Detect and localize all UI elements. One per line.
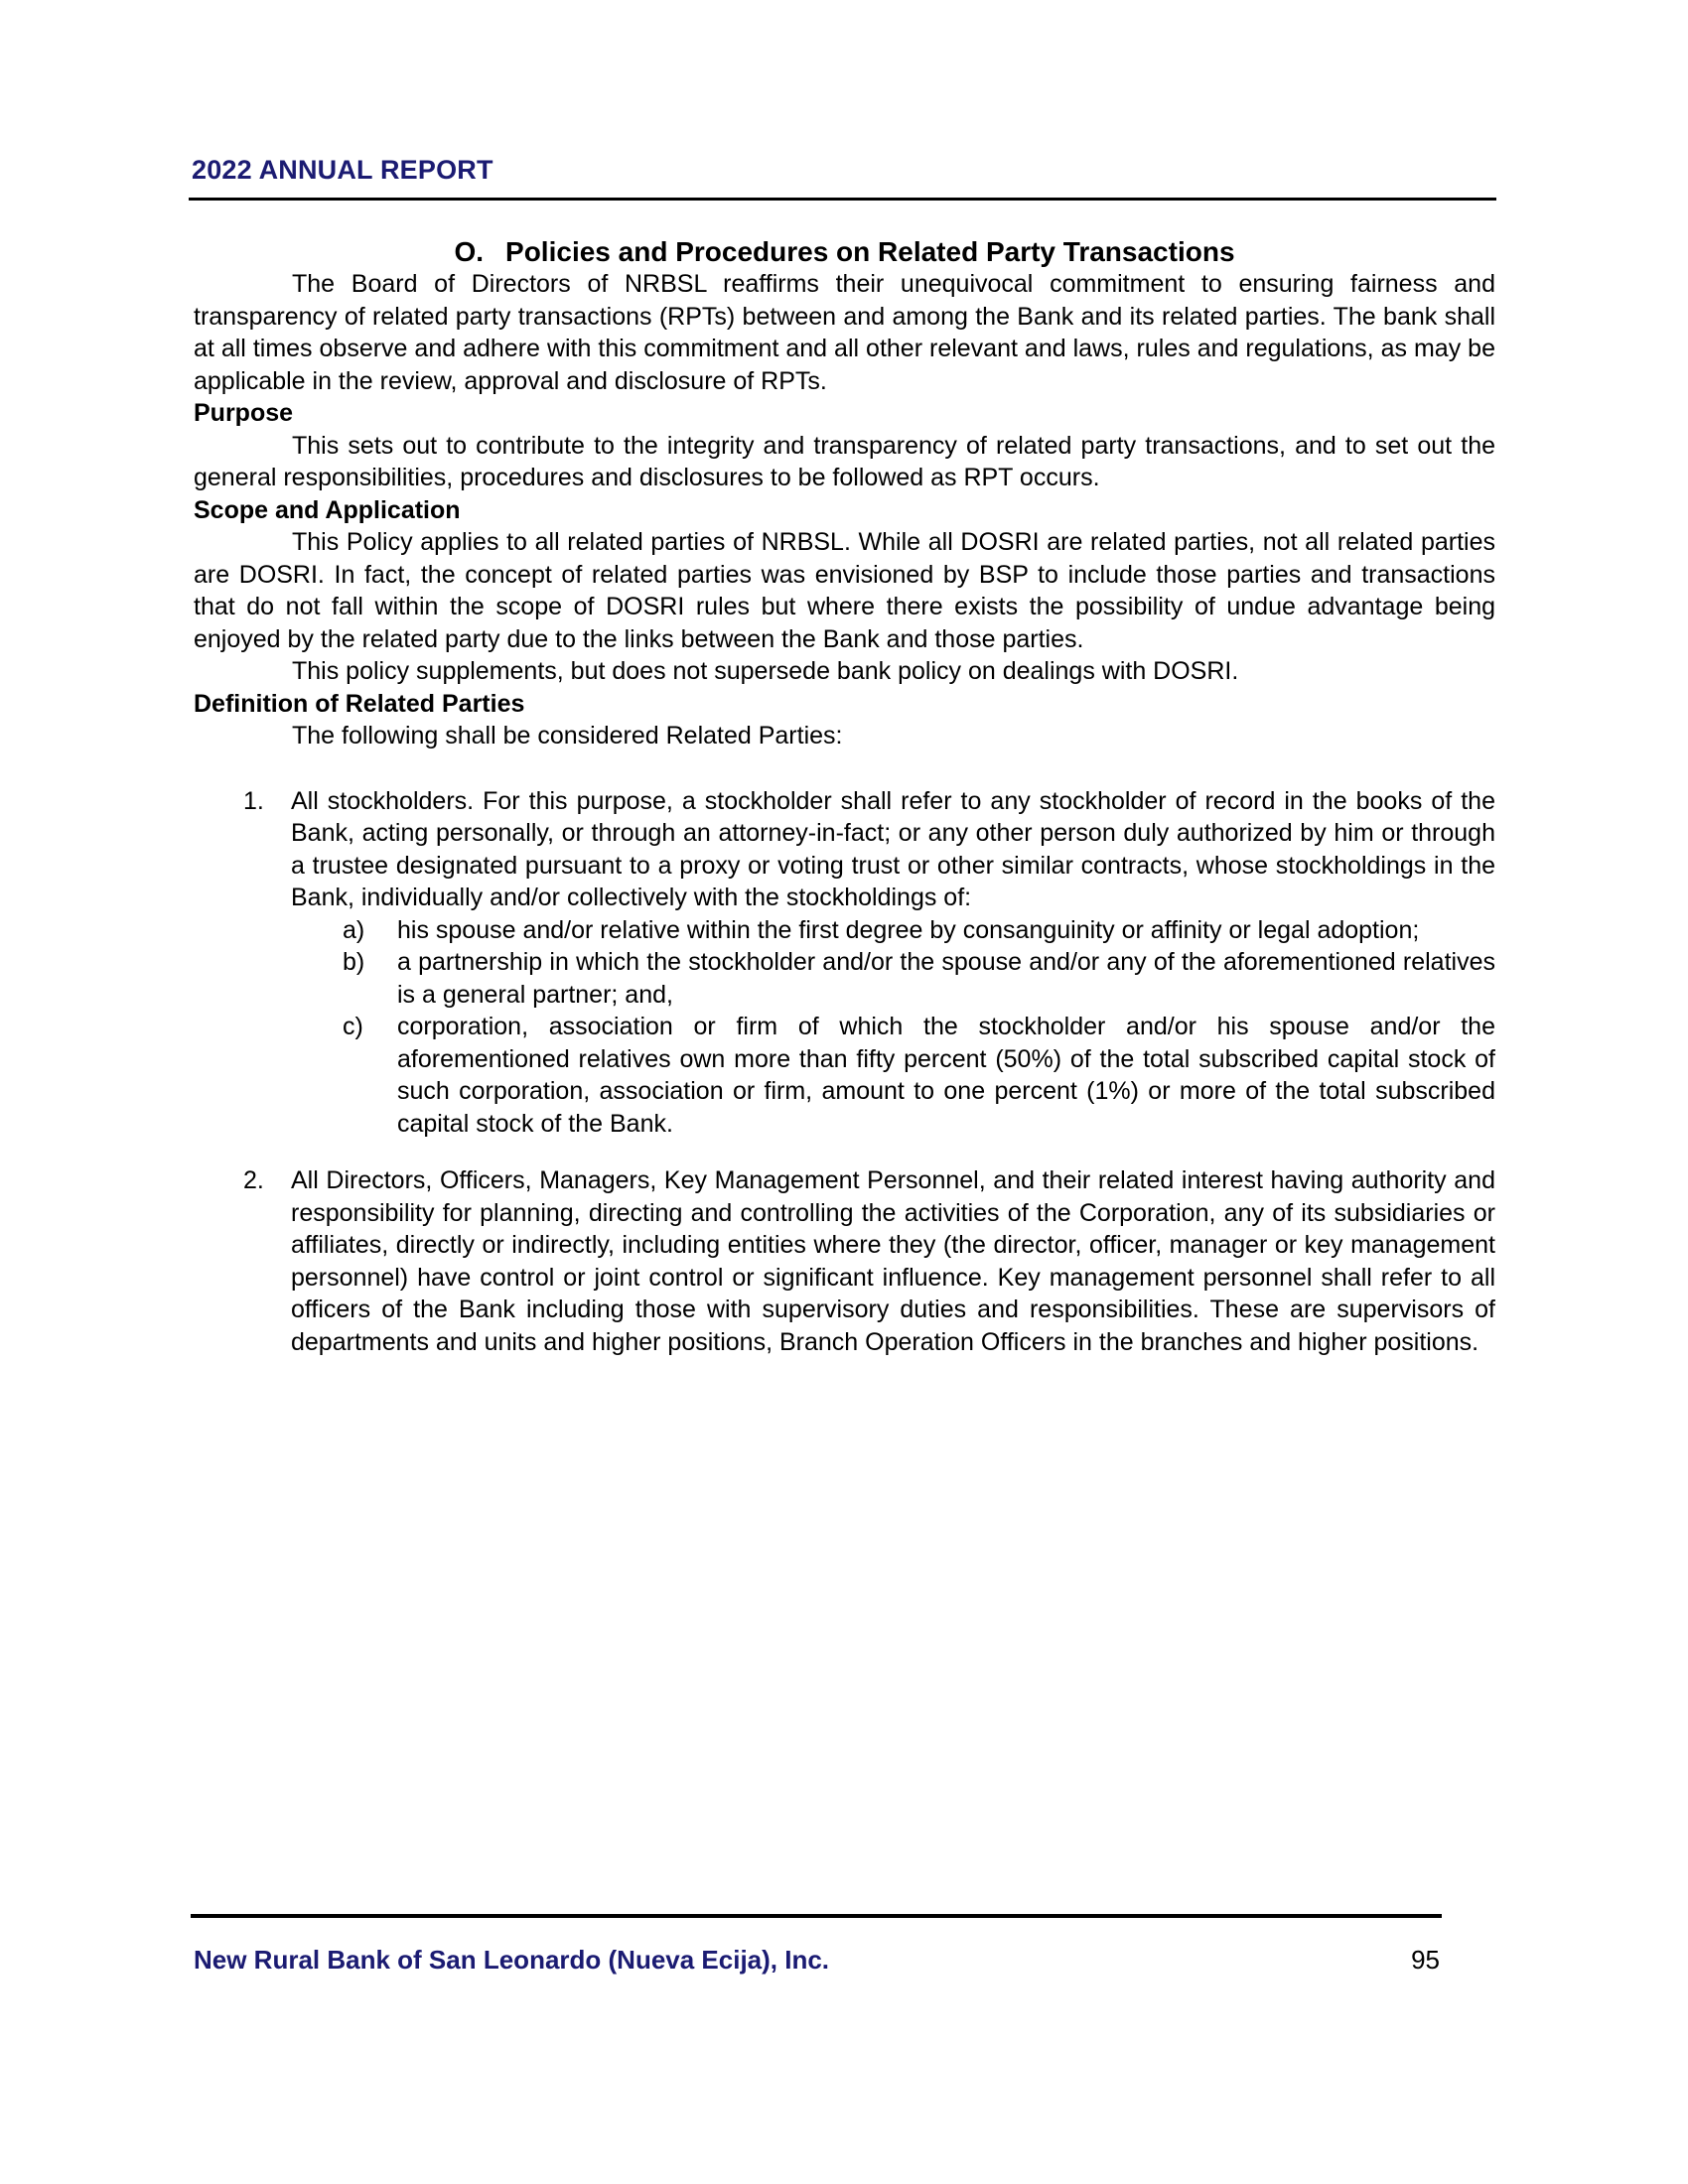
- document-body: [194, 235, 1495, 1358]
- sub-item-letter: c): [343, 1013, 363, 1040]
- definition-lead-in: The following shall be considered Related Parties:: [292, 722, 843, 750]
- scope-heading: Scope and Application: [194, 495, 461, 524]
- footer-bank-name: New Rural Bank of San Leonardo (Nueva Ecija), Inc.: [194, 1945, 830, 1975]
- purpose-paragraph: This sets out to contribute to the integrity and transparency of related party transactions, and to set out the general responsibilities, procedures and disclosures to be followed as RPT occurs.: [194, 431, 1495, 491]
- sub-item-corporation: [291, 1011, 1495, 1140]
- section-title-marker: O.: [454, 236, 485, 267]
- section-title-text: Policies and Procedures on Related Party Transactions: [505, 236, 1235, 267]
- list-item-stockholders: [194, 785, 1495, 1141]
- list-item-text: All stockholders. For this purpose, a stockholder shall refer to any stockholder of record in the books of the Bank, acting personally, or through an attorney-in-fact; or any other person duly authorized by him or through a trustee designated pursuant to a proxy or voting trust or other similar contracts, whose stockholdings in the Bank, individually and/or collectively with the stockholdings of:: [291, 786, 1495, 911]
- sub-item-text: a partnership in which the stockholder and/or the spouse and/or any of the aforementioned relatives is a general partner; and,: [397, 948, 1495, 1009]
- sub-item-spouse: [291, 914, 1495, 947]
- list-item-directors-officers: [194, 1164, 1495, 1358]
- sub-item-partnership: [291, 946, 1495, 1011]
- purpose-heading: Purpose: [194, 399, 294, 427]
- intro-paragraph: The Board of Directors of NRBSL reaffirms their unequivocal commitment to ensuring fairness and transparency of related party transactions (RPTs) between and among the Bank and its related parties. The bank shall at all times observe and adhere with this commitment and all other relevant and laws, rules and regulations, as may be applicable in the review, approval and disclosure of RPTs.: [194, 270, 1495, 395]
- sub-item-text: corporation, association or firm of which the stockholder and/or his spouse and/or the aforementioned relatives own more than fifty percent (50%) of the total subscribed capital stock of such corporation, association or firm, amount to one percent (1%) or more of the total subscribed capital stock of the Bank.: [397, 1013, 1495, 1138]
- scope-supplement-paragraph: This policy supplements, but does not supersede bank policy on dealings with DOSRI.: [292, 657, 1239, 685]
- definition-heading: Definition of Related Parties: [194, 689, 525, 718]
- sub-item-letter: b): [343, 948, 365, 976]
- list-item-text: All Directors, Officers, Managers, Key Management Personnel, and their related interest having authority and responsibility for planning, directing and controlling the activities of the Corporation, any of its subsidiaries or affiliates, directly or indirectly, including entities where they (the director, officer, manager or key management personnel) have control or joint control or significant influence. Key management personnel shall refer to all officers of the Bank including those with supervisory duties and responsibilities. These are supervisors of departments and units and higher positions, Branch Operation Officers in the branches and higher positions.: [291, 1166, 1495, 1356]
- sub-item-letter: a): [343, 915, 365, 944]
- footer-divider: [191, 1914, 1442, 1918]
- sub-item-text: his spouse and/or relative within the first degree by consanguinity or affinity or legal adoption;: [397, 915, 1420, 944]
- list-item-number: 2.: [243, 1166, 264, 1194]
- list-item-number: 1.: [243, 786, 264, 815]
- header-divider: [189, 198, 1496, 201]
- page-number: 95: [1411, 1945, 1440, 1975]
- report-header-title: 2022 ANNUAL REPORT: [192, 155, 493, 185]
- scope-paragraph: This Policy applies to all related parties of NRBSL. While all DOSRI are related parties, not all related parties are DOSRI. In fact, the concept of related parties was envisioned by BSP to include those parties and transactions that do not fall within the scope of DOSRI rules but where there exists the possibility of undue advantage being enjoyed by the related party due to the links between the Bank and those parties.: [194, 528, 1495, 653]
- section-title: [194, 235, 1495, 268]
